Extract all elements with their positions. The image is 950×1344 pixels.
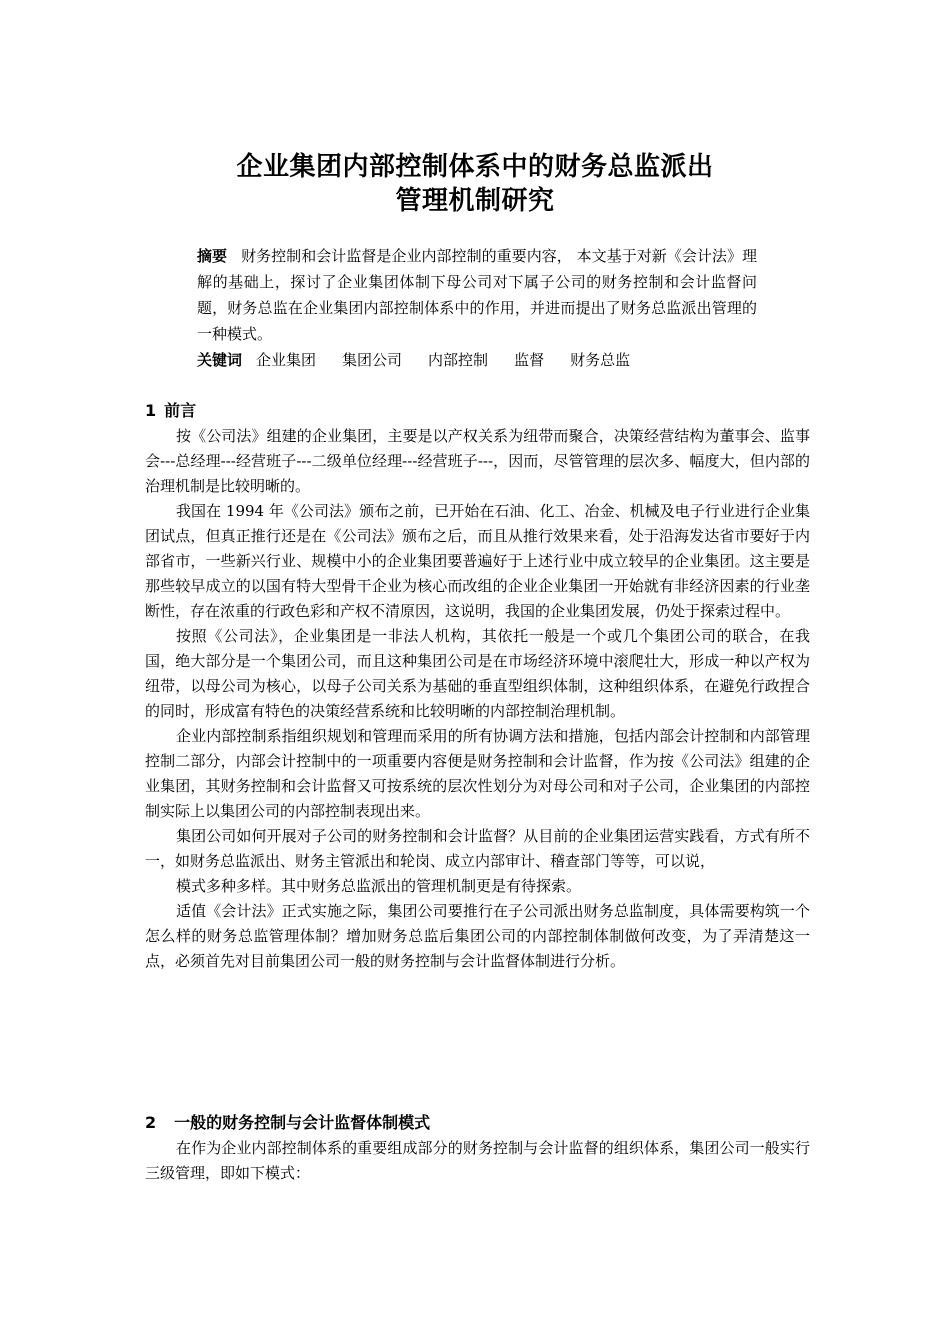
section-introduction — [145, 398, 810, 974]
body-paragraph: 按照《公司法》，企业集团是一非法人机构，其依托一般是一个或几个集团公司的联合，在我国，绝大部分是一个集团公司，而且这种集团公司是在市场经济环境中滚爬壮大，形成一种以产权为纽带，以母公司为核心，以母子公司关系为基础的垂直型组织体制，这种组织体系，在避免行政捏合的同时，形成富有特色的决策经营系统和比较明晰的内部控制治理机制。 — [145, 627, 810, 720]
paper-title-line-1: 企业集团内部控制体系中的财务总监派出 — [236, 152, 714, 182]
abstract-text: 财务控制和会计监督是企业内部控制的重要内容， 本文基于对新《会计法》理解的基础上，探讨了企业集团体制下母公司对下属子公司的财务控制和会计监督问题，财务总监在企业集团内部控制体系中的作用，并进而提出了财务总监派出管理的一种模式。 — [197, 247, 757, 343]
body-paragraph: 按《公司法》组建的企业集团，主要是以产权关系为纽带而聚合，决策经营结构为董事会、监事会---总经理---经营班子---二级单位经理---经营班子---，因而，尽管管理的层次多、幅度大，但内部的治理机制是比较明晰的。 — [145, 427, 810, 495]
keywords-label: 关键词 — [197, 351, 243, 369]
body-paragraph: 企业内部控制系指组织规划和管理而采用的所有协调方法和措施，包括内部会计控制和内部管理控制二部分，内部会计控制中的一项重要内容便是财务控制和会计监督，作为按《公司法》组建的企业集团，其财务控制和会计监督又可按系统的层次性划分为对母公司和对子公司，企业集团的内部控制实际上以集团公司的内部控制表现出来。 — [145, 727, 810, 820]
section-title: 前言 — [164, 401, 197, 420]
section-general-model — [145, 1110, 810, 1186]
body-paragraph: 我国在 1994 年《公司法》颁布之前，已开始在石油、化工、冶金、机械及电子行业进行企业集团试点，但真正推行还是在《公司法》颁布之后，而且从推行效果来看，处于沿海发达省市要好于内部省市，一些新兴行业、规模中小的企业集团要普遍好于上述行业中成立较早的企业集团。这主要是那些较早成立的以国有特大型骨干企业为核心而改组的企业企业集团一开始就有非经济因素的行业垄断性，存在浓重的行政色彩和产权不清原因，这说明，我国的企业集团发展，仍处于探索过程中。 — [145, 502, 810, 620]
keywords-line — [197, 347, 757, 373]
keyword: 财务总监 — [570, 351, 631, 369]
section-number: 1 — [145, 401, 157, 420]
section-heading — [145, 398, 810, 424]
body-paragraph: 在作为企业内部控制体系的重要组成部分的财务控制与会计监督的组织体系，集团公司一般实行三级管理，即如下模式： — [145, 1139, 810, 1182]
body-paragraph: 适值《会计法》正式实施之际，集团公司要推行在子公司派出财务总监制度，具体需要构筑一个怎么样的财务总监管理体制？增加财务总监后集团公司的内部控制体制做何改变，为了弄清楚这一点，必须首先对目前集团公司一般的财务控制与会计监督体制进行分析。 — [145, 902, 810, 970]
abstract-label: 摘要 — [197, 247, 228, 265]
keyword: 企业集团 — [256, 351, 317, 369]
abstract-paragraph — [197, 243, 757, 347]
section-number: 2 — [145, 1113, 157, 1132]
section-title: 一般的财务控制与会计监督体制模式 — [174, 1113, 431, 1132]
keyword: 内部控制 — [428, 351, 489, 369]
section-heading — [145, 1110, 810, 1136]
body-paragraph: 集团公司如何开展对子公司的财务控制和会计监督？从目前的企业集团运营实践看，方式有所不一，如财务总监派出、财务主管派出和轮岗、成立内部审计、稽查部门等等，可以说， — [145, 827, 810, 870]
body-paragraph: 模式多种多样。其中财务总监派出的管理机制更是有待探索。 — [176, 877, 582, 895]
keyword: 监督 — [514, 351, 545, 369]
keyword: 集团公司 — [342, 351, 403, 369]
abstract-block — [197, 243, 757, 373]
paper-title-line-2: 管理机制研究 — [395, 186, 555, 216]
